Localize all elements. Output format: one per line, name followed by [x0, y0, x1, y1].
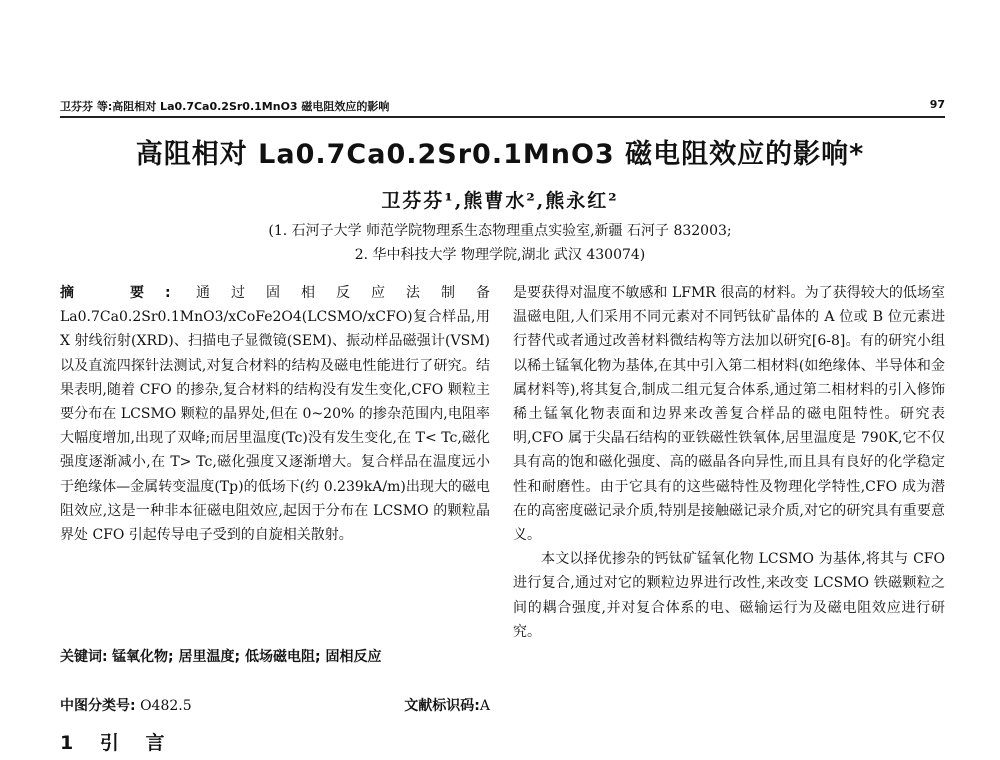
classification-value: O482.5 — [140, 698, 192, 714]
abstract-text: 通过固相反应法制备 La0.7Ca0.2Sr0.1MnO3/xCoFe2O4(LCSMO/xCFO)复合样品,用 X 射线衍射(XRD)、扫描电子显微镜(SEM)、振动样品磁强计(VSM)以及直流四探针法测试,对复合材料的结构及磁电性能进行了研究。结果表明,随着 CFO 的掺杂,复合材料的结构没有发生变化,CFO 颗粒主要分布在 LCSMO 颗粒的晶界处,但在 0~20% 的掺杂范围内,电阻率大幅度增加,出现了双峰;而居里温度(Tc)没有发生变化,在 T< Tc,磁化强度逐渐减小,在 T> Tc,磁化强度又逐渐增大。复合样品在温度远小于绝缘体—金属转变温度(Tp)的低场下(约 0.239kA/m)出现大的磁电阻效应,这是一种非本征磁电阻效应,起因于分布在 LCSMO 的颗粒晶界处 CFO 引起传导电子受到的自旋相关散射。 — [60, 285, 491, 544]
running-header-title: 卫芬芬 等:高阻相对 La0.7Ca0.2Sr0.1MnO3 磁电阻效应的影响 — [60, 100, 390, 113]
affiliation-1: (1. 石河子大学 师范学院物理系生态物理重点实验室,新疆 石河子 832003; — [268, 223, 732, 239]
keywords — [60, 645, 490, 669]
running-header — [60, 96, 945, 118]
abstract — [60, 281, 490, 547]
keywords-text: 锰氧化物; 居里温度; 低场磁电阻; 固相反应 — [112, 649, 382, 665]
document-code — [404, 695, 490, 715]
body-paragraph-2: 本文以择优掺杂的钙钛矿锰氧化物 LCSMO 为基体,将其与 CFO 进行复合,通过对它的颗粒边界进行改性,来改变 LCSMO 铁磁颗粒之间的耦合强度,并对复合体系的电、磁输运行为及磁电阻效应进行研究。 — [513, 551, 945, 640]
affiliation-2: 2. 华中科技大学 物理学院,湖北 武汉 430074) — [354, 247, 646, 263]
classification-label: 中图分类号: — [60, 698, 136, 714]
authors: 卫芬芬¹,熊曹水²,熊永红² — [381, 190, 619, 212]
classification-row — [60, 695, 490, 715]
keywords-label: 关键词: — [60, 649, 108, 665]
abstract-label: 摘 要: — [60, 285, 171, 301]
document-code-value: A — [479, 698, 490, 714]
document-code-label: 文献标识码: — [404, 698, 480, 714]
paper-title: 高阻相对 La0.7Ca0.2Sr0.1MnO3 磁电阻效应的影响* — [135, 139, 865, 170]
right-column — [513, 281, 945, 644]
section-heading: 1 引 言 — [60, 732, 175, 754]
page-number: 97 — [929, 98, 945, 111]
body-paragraph-1: 是要获得对温度不敏感和 LFMR 很高的材料。为了获得较大的低场室温磁电阻,人们采用不同元素对不同钙钛矿晶体的 A 位或 B 位元素进行替代或者通过改善材料微结构等方法加以研究[6-8]。有的研究小组以稀土锰氧化物为基体,在其中引入第二相材料(如绝缘体、半导体和金属材料等),将其复合,制成二组元复合体系,通过第二相材料的引入修饰稀土锰氧化物表面和边界来改善复合样品的磁电阻特性。研究表明,CFO 属于尖晶石结构的亚铁磁性铁氧体,居里温度是 790K,它不仅具有高的饱和磁化强度、高的磁晶各向异性,而且具有良好的化学稳定性和耐磨性。由于它具有的这些磁特性及物理化学特性,CFO 成为潜在的高密度磁记录介质,特别是接触磁记录介质,对它的研究具有重要意义。 — [513, 285, 945, 544]
left-column — [60, 281, 490, 547]
